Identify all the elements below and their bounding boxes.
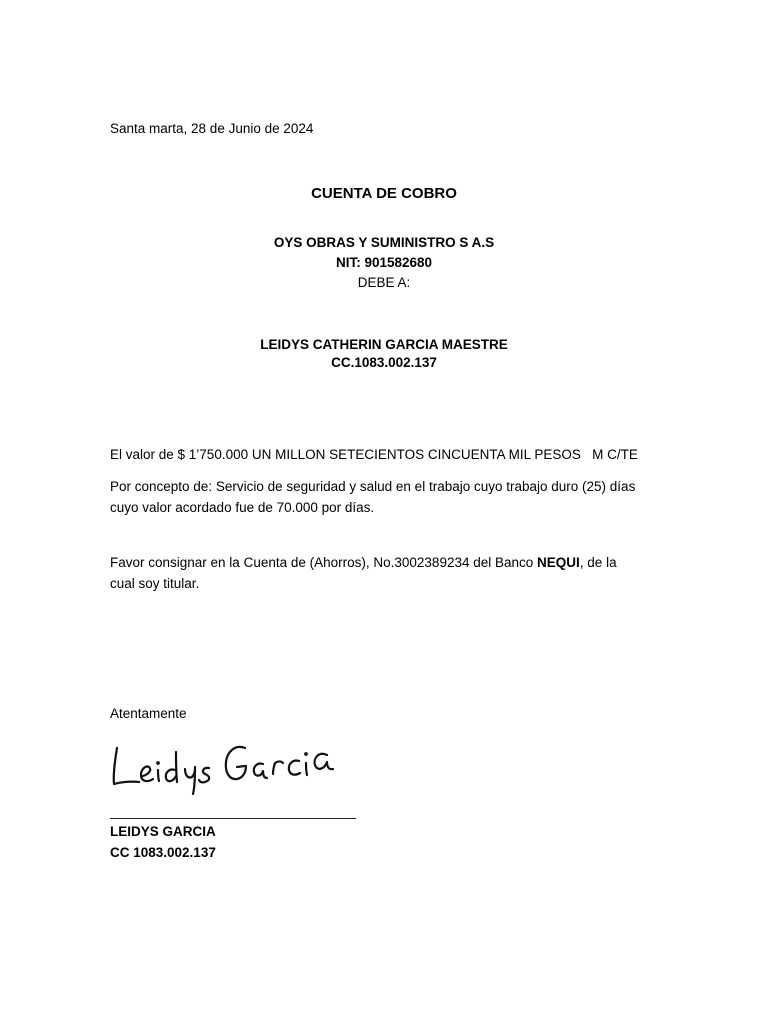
document-title: CUENTA DE COBRO [311, 185, 457, 202]
closing: Atentamente [110, 706, 187, 721]
payment-text-before: Favor consignar en la Cuenta de (Ahorros), No.3002389234 del Banco [110, 555, 538, 570]
payment-line-1 [110, 552, 617, 573]
debtor-company: OYS OBRAS Y SUMINISTRO S A.S [273, 235, 495, 250]
debtor-nit: NIT: 901582680 [335, 255, 433, 270]
creditor-id: CC.1083.002.137 [331, 355, 437, 370]
payment-text-after: , de la [579, 555, 617, 570]
place-date: Santa marta, 28 de Junio de 2024 [110, 121, 314, 136]
handwritten-signature [105, 730, 365, 796]
creditor-name: LEIDYS CATHERIN GARCIA MAESTRE [260, 337, 508, 352]
signature-line [110, 818, 356, 819]
amount-line: El valor de $ 1’750.000 UN MILLON SETECIENTOS CINCUENTA MIL PESOS M C/TE [110, 447, 638, 462]
signer-id: CC 1083.002.137 [110, 845, 216, 860]
signer-name: LEIDYS GARCIA [110, 824, 216, 839]
bank-name: NEQUI [537, 555, 580, 570]
concept-line-1: Por concepto de: Servicio de seguridad y salud en el trabajo cuyo trabajo duro (25) días [110, 479, 636, 494]
payment-line-2: cual soy titular. [110, 576, 200, 591]
debe-a-label: DEBE A: [357, 275, 411, 290]
concept-line-2: cuyo valor acordado fue de 70.000 por días. [110, 500, 375, 515]
